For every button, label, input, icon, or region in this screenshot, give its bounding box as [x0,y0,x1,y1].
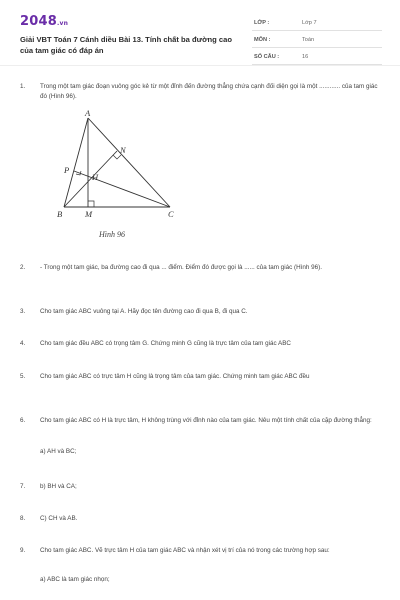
label-h: H [92,172,99,182]
side-ab [64,118,88,207]
question-number: 8. [20,515,26,522]
question-6-part-a: a) AH và BC; [40,448,77,455]
side-ac [88,118,170,207]
right-angle-n [113,155,121,159]
question-number: 4. [20,340,26,347]
meta-table [252,16,382,65]
label-b: B [57,209,63,219]
question-text: Cho tam giác ABC có trực tâm H cũng là trọng tâm của tam giác. Chứng minh tam giác ABC đều [40,373,310,380]
question-text: - Trong một tam giác, ba đường cao đi qua ... điểm. Điểm đó được gọi là ...... của tam giác (Hình 96). [40,264,322,271]
triangle-figure [54,108,194,240]
site-logo[interactable] [20,14,68,29]
question-number: 7. [20,483,26,490]
question-number: 6. [20,417,26,424]
question-text: C) CH và AB. [40,515,78,522]
meta-key: SỐ CÂU : [254,54,280,60]
header-divider [0,65,400,66]
right-angle-m [88,201,94,207]
label-p: P [64,165,70,175]
question-text: Trong một tam giác đoạn vuông góc kẻ từ một đỉnh đến đường thẳng chứa cạnh đối diện gọi là một ............ của tam giác đó (Hình 96). [40,83,378,100]
question-text: Cho tam giác ABC. Vẽ trực tâm H của tam giác ABC và nhận xét vị trí của nó trong các trường hợp sau: [40,547,330,554]
label-a: A [85,108,91,118]
question-text: Cho tam giác ABC vuông tại A. Hãy đọc tên đường cao đi qua B, đi qua C. [40,308,248,315]
meta-row-subject [252,33,382,48]
question-number: 3. [20,308,26,315]
question-text: Cho tam giác ABC có H là trực tâm, H không trùng với đỉnh nào của tam giác. Nêu một tính chất của cặp đường thẳng: [40,417,372,424]
logo-suffix: .vn [56,20,69,27]
label-c: C [168,209,174,219]
meta-row-class [252,16,382,31]
meta-value: Toán [302,37,315,43]
meta-key: LỚP : [254,20,270,26]
meta-key: MÔN : [254,37,271,43]
meta-value: Lớp 7 [302,20,317,26]
question-9-part-a: a) ABC là tam giác nhọn; [40,576,110,583]
figure-caption: Hình 96 [99,230,125,239]
logo-main: 2048 [20,14,57,29]
question-number: 1. [20,83,26,90]
meta-row-count [252,50,382,65]
page-title: Giải VBT Toán 7 Cánh diều Bài 13. Tính chất ba đường cao của tam giác có đáp án [20,35,233,55]
label-m: M [85,209,93,219]
question-text: Cho tam giác đều ABC có trọng tâm G. Chứng minh G cũng là trực tâm của tam giác ABC [40,340,291,347]
question-text: b) BH và CA; [40,483,77,490]
question-number: 2. [20,264,26,271]
meta-value: 16 [302,54,309,60]
question-number: 5. [20,373,26,380]
question-number: 9. [20,547,26,554]
label-n: N [120,145,126,155]
header [20,14,382,62]
